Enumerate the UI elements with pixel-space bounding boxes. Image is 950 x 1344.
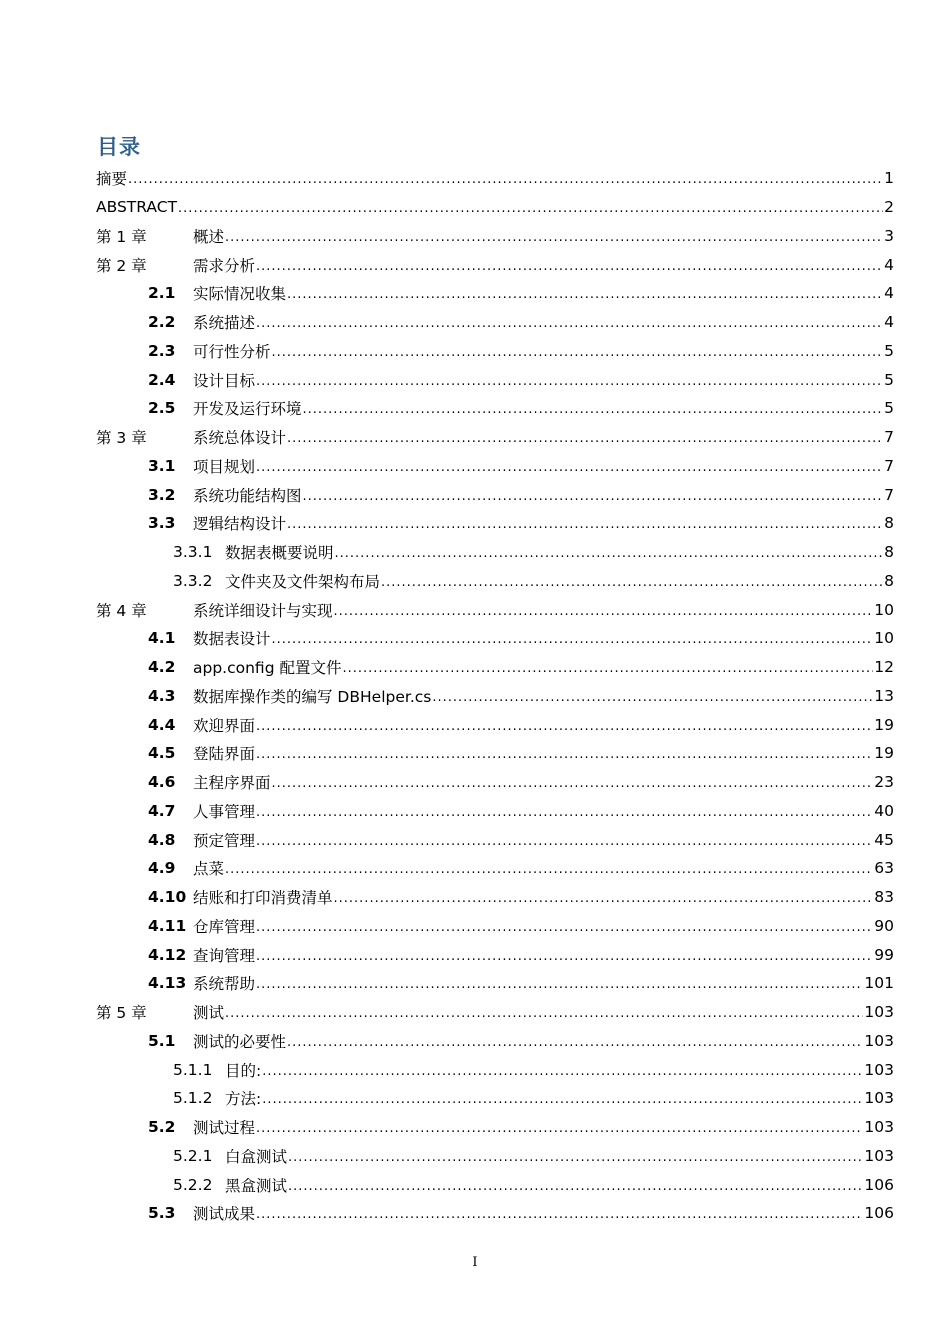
- toc-entry-label: 白盒测试: [225, 1147, 288, 1166]
- toc-list: [96, 164, 894, 1228]
- toc-entry-label: 预定管理: [193, 831, 256, 850]
- toc-entry-page: 106: [864, 1204, 894, 1223]
- toc-entry-number: 5.1: [148, 1031, 176, 1050]
- toc-entry-label: 实际情况收集: [193, 285, 287, 304]
- toc-entry-number: 5.2.1: [173, 1146, 213, 1165]
- toc-dot-leader: [262, 1061, 863, 1079]
- toc-entry-number: 4.5: [148, 744, 176, 763]
- toc-entry-label: ABSTRACT: [96, 198, 178, 217]
- toc-entry-label: 系统功能结构图: [193, 486, 302, 505]
- toc-dot-leader: [128, 169, 883, 187]
- toc-entry-label: 结账和打印消费清单: [193, 889, 333, 908]
- toc-dot-leader: [256, 716, 873, 734]
- toc-entry-label: 系统描述: [193, 314, 256, 333]
- toc-entry-label: 项目规划: [193, 457, 256, 476]
- toc-entry-page: 3: [884, 226, 894, 245]
- toc-dot-leader: [256, 974, 863, 992]
- toc-entry[interactable]: [96, 567, 894, 596]
- toc-entry-number: 2.4: [148, 370, 176, 389]
- toc-entry[interactable]: [96, 854, 894, 883]
- toc-entry-page: 4: [884, 255, 894, 274]
- toc-entry-label: 欢迎界面: [193, 716, 256, 735]
- toc-entry[interactable]: [96, 193, 894, 222]
- toc-entry[interactable]: [96, 164, 894, 193]
- toc-entry-label: 系统帮助: [193, 975, 256, 994]
- toc-dot-leader: [303, 486, 884, 504]
- toc-entry-number: 5.2.2: [173, 1175, 213, 1194]
- toc-entry-number: 4.12: [148, 945, 187, 964]
- toc-entry-page: 83: [874, 888, 894, 907]
- toc-dot-leader: [335, 543, 884, 561]
- toc-entry-page: 2: [884, 198, 894, 217]
- toc-entry-number: 3.3: [148, 514, 176, 533]
- toc-entry[interactable]: [96, 1142, 894, 1171]
- toc-dot-leader: [334, 601, 874, 619]
- toc-entry[interactable]: [96, 739, 894, 768]
- toc-entry-label: 开发及运行环境: [193, 400, 302, 419]
- toc-entry-label: 设计目标: [193, 371, 256, 390]
- toc-dot-leader: [288, 1147, 863, 1165]
- toc-entry-number: 4.11: [148, 916, 187, 935]
- toc-entry-page: 103: [864, 1003, 894, 1022]
- toc-dot-leader: [287, 428, 883, 446]
- toc-title: 目录: [97, 135, 141, 159]
- toc-dot-leader: [272, 342, 884, 360]
- toc-entry-page: 99: [874, 945, 894, 964]
- toc-entry-page: 4: [884, 313, 894, 332]
- toc-entry-number: 第 5 章: [96, 1004, 147, 1023]
- toc-entry-page: 7: [884, 428, 894, 447]
- toc-entry-page: 10: [874, 629, 894, 648]
- toc-entry[interactable]: [96, 1170, 894, 1199]
- toc-entry-label: 方法:: [225, 1090, 262, 1109]
- toc-entry-number: 4.4: [148, 715, 176, 734]
- toc-dot-leader: [256, 946, 873, 964]
- toc-dot-leader: [225, 1003, 863, 1021]
- toc-entry-number: 4.7: [148, 801, 176, 820]
- toc-entry[interactable]: [96, 1055, 894, 1084]
- toc-entry[interactable]: [96, 969, 894, 998]
- toc-dot-leader: [287, 1032, 863, 1050]
- toc-entry-page: 63: [874, 859, 894, 878]
- toc-dot-leader: [225, 227, 883, 245]
- toc-dot-leader: [303, 399, 884, 417]
- toc-dot-leader: [272, 629, 874, 647]
- toc-dot-leader: [256, 313, 883, 331]
- toc-entry-label: 人事管理: [193, 802, 256, 821]
- toc-entry-label: 测试: [193, 1004, 225, 1023]
- toc-entry-page: 103: [864, 1031, 894, 1050]
- toc-entry[interactable]: [96, 682, 894, 711]
- toc-entry-number: 4.8: [148, 830, 176, 849]
- toc-entry-number: 3.3.1: [173, 543, 213, 562]
- toc-entry[interactable]: [96, 1027, 894, 1056]
- toc-entry-label: 概述: [193, 227, 225, 246]
- toc-entry[interactable]: [96, 394, 894, 423]
- toc-entry-number: 5.1.2: [173, 1089, 213, 1108]
- toc-entry[interactable]: [96, 480, 894, 509]
- toc-entry[interactable]: [96, 768, 894, 797]
- toc-entry-label: 可行性分析: [193, 342, 271, 361]
- toc-dot-leader: [256, 802, 873, 820]
- toc-entry-label: 仓库管理: [193, 917, 256, 936]
- toc-dot-leader: [288, 1176, 863, 1194]
- toc-entry-page: 19: [874, 744, 894, 763]
- toc-entry-page: 1: [884, 169, 894, 188]
- toc-entry[interactable]: [96, 365, 894, 394]
- toc-entry[interactable]: [96, 595, 894, 624]
- toc-entry-number: 3.2: [148, 485, 176, 504]
- toc-entry-number: 4.9: [148, 859, 176, 878]
- toc-dot-leader: [287, 284, 883, 302]
- toc-entry-page: 103: [864, 1146, 894, 1165]
- toc-dot-leader: [256, 457, 883, 475]
- toc-entry-number: 4.10: [148, 888, 187, 907]
- toc-entry-page: 45: [874, 830, 894, 849]
- toc-entry[interactable]: [96, 452, 894, 481]
- toc-entry-number: 4.2: [148, 658, 176, 677]
- toc-entry-label: 逻辑结构设计: [193, 515, 287, 534]
- toc-entry-number: 4.6: [148, 773, 176, 792]
- toc-dot-leader: [272, 773, 874, 791]
- toc-entry[interactable]: [96, 710, 894, 739]
- toc-dot-leader: [381, 572, 883, 590]
- toc-dot-leader: [334, 888, 874, 906]
- toc-entry[interactable]: [96, 825, 894, 854]
- toc-entry-label: 查询管理: [193, 946, 256, 965]
- toc-entry-label: 测试成果: [193, 1205, 256, 1224]
- toc-entry-page: 10: [874, 600, 894, 619]
- toc-entry[interactable]: [96, 423, 894, 452]
- toc-entry-label: app.config 配置文件: [193, 659, 342, 678]
- toc-entry-label: 点菜: [193, 860, 225, 879]
- toc-entry-number: 5.1.1: [173, 1060, 213, 1079]
- toc-entry-page: 8: [884, 514, 894, 533]
- toc-entry-number: 第 3 章: [96, 429, 147, 448]
- toc-entry-label: 文件夹及文件架构布局: [225, 572, 381, 591]
- toc-entry-number: 3.1: [148, 456, 176, 475]
- toc-entry-label: 测试过程: [193, 1119, 256, 1138]
- toc-entry-number: 3.3.2: [173, 571, 213, 590]
- toc-entry[interactable]: [96, 337, 894, 366]
- toc-entry[interactable]: [96, 279, 894, 308]
- toc-entry-number: 4.13: [148, 974, 187, 993]
- toc-entry-number: 第 2 章: [96, 256, 147, 275]
- toc-entry[interactable]: [96, 1084, 894, 1113]
- toc-dot-leader: [256, 831, 873, 849]
- toc-entry-page: 106: [864, 1175, 894, 1194]
- toc-entry-page: 4: [884, 284, 894, 303]
- toc-entry[interactable]: [96, 912, 894, 941]
- toc-dot-leader: [256, 917, 873, 935]
- toc-entry-page: 13: [874, 686, 894, 705]
- toc-entry-page: 103: [864, 1118, 894, 1137]
- toc-entry-page: 12: [874, 658, 894, 677]
- toc-entry-label: 黑盒测试: [225, 1176, 288, 1195]
- toc-entry-number: 2.2: [148, 313, 176, 332]
- toc-entry-page: 103: [864, 1089, 894, 1108]
- toc-entry[interactable]: [96, 940, 894, 969]
- toc-entry-page: 90: [874, 916, 894, 935]
- page-number-footer: I: [472, 1255, 478, 1270]
- toc-entry-label: 数据表概要说明: [225, 544, 334, 563]
- toc-entry-label: 系统总体设计: [193, 429, 287, 448]
- toc-entry[interactable]: [96, 653, 894, 682]
- toc-entry-number: 第 4 章: [96, 601, 147, 620]
- toc-entry-page: 19: [874, 715, 894, 734]
- toc-dot-leader: [225, 859, 873, 877]
- toc-entry[interactable]: [96, 624, 894, 653]
- toc-entry[interactable]: [96, 222, 894, 251]
- toc-entry-page: 101: [864, 974, 894, 993]
- toc-dot-leader: [256, 744, 873, 762]
- toc-dot-leader: [287, 514, 883, 532]
- toc-entry[interactable]: [96, 1113, 894, 1142]
- toc-entry[interactable]: [96, 250, 894, 279]
- toc-dot-leader: [256, 1118, 863, 1136]
- toc-entry-number: 第 1 章: [96, 227, 147, 246]
- toc-entry[interactable]: [96, 509, 894, 538]
- toc-entry-page: 8: [884, 543, 894, 562]
- toc-entry-number: 2.1: [148, 284, 176, 303]
- toc-entry-page: 103: [864, 1060, 894, 1079]
- toc-entry[interactable]: [96, 998, 894, 1027]
- toc-entry[interactable]: [96, 883, 894, 912]
- toc-entry-number: 4.1: [148, 629, 176, 648]
- toc-dot-leader: [178, 198, 883, 216]
- toc-dot-leader: [256, 256, 883, 274]
- toc-entry-label: 摘要: [96, 170, 128, 189]
- toc-dot-leader: [342, 658, 873, 676]
- toc-entry-label: 需求分析: [193, 256, 256, 275]
- toc-dot-leader: [432, 687, 873, 705]
- toc-entry-page: 7: [884, 456, 894, 475]
- toc-entry[interactable]: [96, 797, 894, 826]
- toc-entry[interactable]: [96, 308, 894, 337]
- toc-entry-number: 2.5: [148, 399, 176, 418]
- toc-entry[interactable]: [96, 538, 894, 567]
- toc-dot-leader: [256, 371, 883, 389]
- toc-entry-label: 数据库操作类的编写 DBHelper.cs: [193, 687, 432, 706]
- toc-entry-page: 5: [884, 399, 894, 418]
- toc-entry-page: 8: [884, 571, 894, 590]
- toc-dot-leader: [262, 1089, 863, 1107]
- toc-entry-page: 7: [884, 485, 894, 504]
- toc-entry-label: 测试的必要性: [193, 1032, 287, 1051]
- toc-entry-page: 23: [874, 773, 894, 792]
- toc-entry-label: 主程序界面: [193, 774, 271, 793]
- toc-entry-number: 5.3: [148, 1204, 176, 1223]
- toc-dot-leader: [256, 1204, 863, 1222]
- toc-entry-number: 2.3: [148, 341, 176, 360]
- toc-entry-page: 5: [884, 370, 894, 389]
- toc-entry[interactable]: [96, 1199, 894, 1228]
- toc-entry-label: 数据表设计: [193, 630, 271, 649]
- toc-entry-page: 40: [874, 801, 894, 820]
- toc-entry-label: 系统详细设计与实现: [193, 601, 333, 620]
- toc-entry-number: 4.3: [148, 686, 176, 705]
- toc-entry-label: 目的:: [225, 1061, 262, 1080]
- toc-entry-label: 登陆界面: [193, 745, 256, 764]
- toc-entry-page: 5: [884, 341, 894, 360]
- toc-entry-number: 5.2: [148, 1118, 176, 1137]
